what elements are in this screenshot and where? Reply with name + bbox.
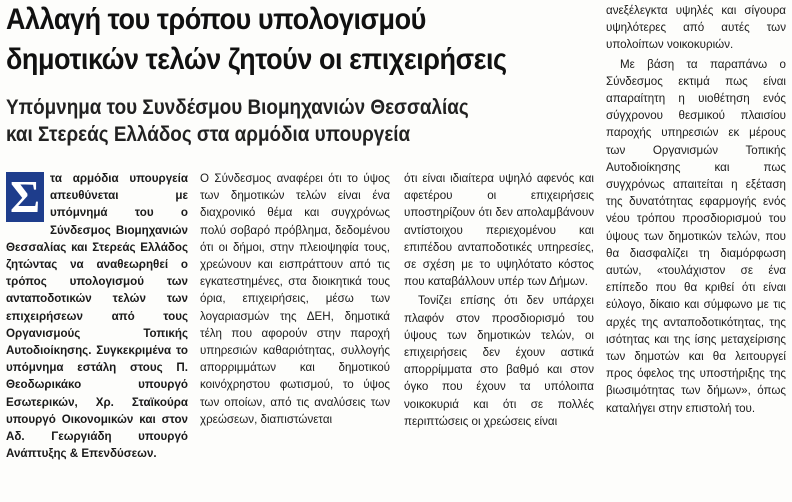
drop-cap: Σ: [6, 172, 44, 222]
body-paragraph: Τονίζει επίσης ότι δεν υπάρχει πλαφόν στον προσδιορισμό του ύψους των δημοτικών τελών, οι επιχειρήσεις δεν έχουν αστικά απορρίμματα στο βαθμό και στον όγκο που έχουν τα υπόλοιπα νοικοκυριά και ότι σε πολλές περιπτώσεις οι χρεώσεις είναι: [404, 294, 594, 428]
body-paragraph: Ο Σύνδεσμος αναφέρει ότι το ύψος των δημοτικών τελών είναι ένα διαχρονικό θέμα και συγχρόνως πολύ σοβαρό πρόβλημα, δεδομένου ότι οι δήμοι, στην πλειοψηφία τους, χρεώνουν και εισπράττουν από τις εγκατεστημένες, στα διοικητικά τους όρια, επιχειρήσεις, μέσω των λογαριασμών της ΔΕΗ, δημοτικά τέλη που αφορούν στην παροχή υπηρεσιών καθαριότητας, συλλογής απορριμμάτων και δημοτικού κοινόχρηστου φωτισμού, το ύψος των οποίων, από τις αναλύσεις των χρεώσεων, διαπιστώνεται: [200, 172, 390, 426]
body-paragraph: ανεξέλεγκτα υψηλές και σίγουρα υψηλότερες από αυτές των υπολοίπων νοικοκυριών.: [606, 4, 786, 52]
article-subhead: [6, 94, 546, 148]
subhead-line-2: και Στερεάς Ελλάδος στα αρμόδια υπουργεία: [6, 123, 411, 146]
article-column-3: [404, 170, 594, 430]
article-column-2: [200, 170, 390, 428]
headline-line-1: Αλλαγή του τρόπου υπολογισμού: [6, 3, 426, 36]
article-column-1: [6, 170, 188, 462]
body-paragraph: ότι είναι ιδιαίτερα υψηλό αφενός και αφετέρου οι επιχειρήσεις υποστηρίζουν ότι δεν απολαμβάνουν αντίστοιχου περιεχομένου και επιπέδου ανταποδοτικές υπηρεσίες, σε σχέση με το υψηλότατο κόστος που καταβάλλουν υπέρ των Δήμων.: [404, 172, 594, 289]
headline-line-2: δημοτικών τελών ζητούν οι επιχειρήσεις: [6, 43, 507, 76]
lead-paragraph: [6, 170, 188, 462]
article-column-4: [606, 2, 786, 417]
body-paragraph: Με βάση τα παραπάνω ο Σύνδεσμος εκτιμά πως είναι απαραίτητη η υιοθέτηση ενός σύγχρονου θεσμικού πλαισίου παροχής υπηρεσιών εκ μέρους των Οργανισμών Τοπικής Αυτοδιοίκησης και πως συγχρόνως απαιτείται η εξέταση της δυνατότητας εφαρμογής ενός νέου τρόπου προσδιορισμού του ύψους των δημοτικών τελών, που θα διασφαλίζει τη διαμόρφωση αυτών, «τουλάχιστον σε ένα επίπεδο που θα κριθεί ότι είναι εύλογο, δίκαιο και σύμφωνο με τις αρχές της ανταποδοτικότητας, της ισότητας και της ίσης μεταχείρισης των δημοτών και θα λειτουργεί προς όφελος της υποστήριξης της βιωσιμότητας των δήμων», όπως καταλήγει στην επιστολή του.: [606, 57, 786, 415]
article-headline: [6, 0, 537, 80]
lead-paragraph-text: τα αρμόδια υπουργεία απευθύνεται με υπόμνημά του ο Σύνδεσμος Βιομηχανιών Θεσσαλίας και Στερεάς Ελλάδος ζητώντας να αναθεωρηθεί ο τρόπος υπολογισμού των ανταποδοτικών τελών των επιχειρήσεων από τους Οργανισμούς Τοπικής Αυτοδιοίκησης. Συγκεκριμένα το υπόμνημα εστάλη στους Π. Θεοδωρικάκο υπουργό Εσωτερικών, Χρ. Σταϊκούρα υπουργό Οικονομικών και στον Αδ. Γεωργιάδη υπουργό Ανάπτυξης & Επενδύσεων.: [6, 172, 188, 461]
subhead-line-1: Υπόμνημα του Συνδέσμου Βιομηχανιών Θεσσαλίας: [6, 96, 469, 119]
